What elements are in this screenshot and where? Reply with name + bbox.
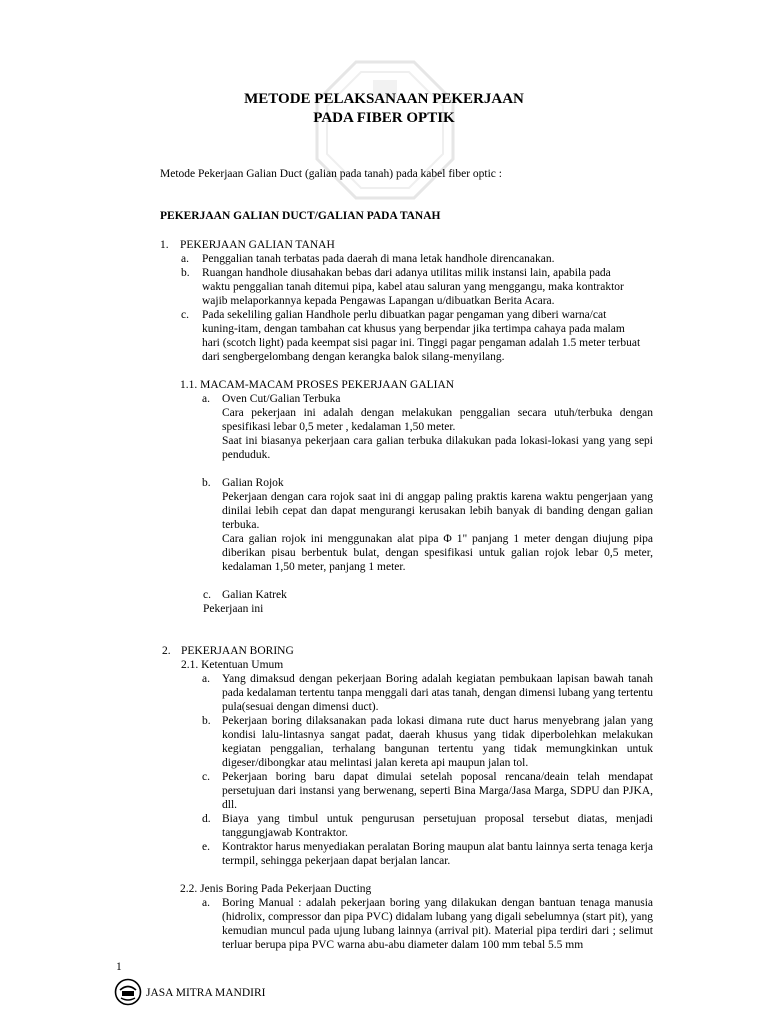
subsection-title: 2.2. Jenis Boring Pada Pekerjaan Ducting <box>180 883 372 895</box>
list-item-text: Kontraktor harus menyediakan peralatan Boring maupun alat bantu lainnya serta tenaga kerja termpil, sehingga pekerjaan dapat berjalan lancar. <box>222 841 653 867</box>
company-logo-icon <box>114 978 142 1006</box>
list-item-title: Galian Rojok <box>222 477 284 489</box>
page-number: 1 <box>116 961 122 973</box>
item-title: PEKERJAAN BORING <box>181 645 294 657</box>
page-title-line2: PADA FIBER OPTIK <box>313 110 455 126</box>
list-item-line: dari sengbergelombang dengan kerangka balok silang-menyilang. <box>202 351 505 363</box>
paragraph: Pekerjaan ini <box>203 603 264 615</box>
company-name: JASA MITRA MANDIRI <box>146 987 266 999</box>
list-letter: e. <box>202 841 210 853</box>
intro-text: Metode Pekerjaan Galian Duct (galian pada tanah) pada kabel fiber optic : <box>160 168 502 180</box>
list-item-line: waktu penggalian tanah ditemui pipa, kabel atau saluran yang menggangu, maka kontraktor <box>202 281 624 293</box>
section-heading: PEKERJAAN GALIAN DUCT/GALIAN PADA TANAH <box>160 210 441 222</box>
item-number: 1. <box>160 239 169 251</box>
subsection-title: 2.1. Ketentuan Umum <box>181 659 284 671</box>
list-item-text: Biaya yang timbul untuk pengurusan persetujuan proposal tersebut diatas, menjadi tanggungjawab Kontraktor. <box>222 813 653 839</box>
list-letter: b. <box>202 715 211 727</box>
list-letter: c. <box>202 771 210 783</box>
item-title: PEKERJAAN GALIAN TANAH <box>180 239 335 251</box>
paragraph: Cara galian rojok ini menggunakan alat pipa Φ 1" panjang 1 meter dengan diujung pipa diberikan pisau berbentuk bulat, dengan spesifikasi untuk galian rojok lebar 0,5 meter, kedalaman 1,50 meter, panjang 1 meter. <box>222 533 653 573</box>
paragraph: Cara pekerjaan ini adalah dengan melakukan penggalian secara utuh/terbuka dengan spesifikasi lebar 0,5 meter , kedalaman 1,50 meter. <box>222 407 653 433</box>
list-letter: a. <box>202 897 210 909</box>
list-item-title: Galian Katrek <box>222 589 287 601</box>
list-item-text: Penggalian tanah terbatas pada daerah di mana letak handhole direncanakan. <box>202 253 555 265</box>
subsection-title: 1.1. MACAM-MACAM PROSES PEKERJAAN GALIAN <box>180 379 455 391</box>
list-item-line: hari (scotch light) pada keempat sisi pagar ini. Tinggi pagar pengaman adalah 1.5 meter terbuat <box>202 337 641 349</box>
list-letter: c. <box>203 589 211 601</box>
paragraph: Pekerjaan dengan cara rojok saat ini di anggap paling praktis karena waktu pengerjaan yang dinilai lebih cepat dan dapat mengurangi kerusakan lebih banyak di banding dengan galian terbuka. <box>222 491 653 531</box>
list-letter: b. <box>181 267 190 279</box>
list-item-line: wajib melaporkannya kepada Pengawas Lapangan u/dibuatkan Berita Acara. <box>202 295 555 307</box>
list-item-line: Pada sekeliling galian Handhole perlu dibuatkan pagar pengaman yang diberi warna/cat <box>202 309 607 321</box>
list-item-text: Yang dimaksud dengan pekerjaan Boring adalah kegiatan pembukaan lapisan bawah tanah pada kedalaman tertentu tanpa menggali dari atas tanah, dengan dimensi lubang yang tertentu pula(sesuai dengan dimensi duct). <box>222 673 653 713</box>
list-letter: a. <box>202 673 210 685</box>
list-item-text: Pekerjaan boring dilaksanakan pada lokasi dimana rute duct harus menyebrang jalan yang kondisi lalu-lintasnya sangat padat, daerah khusus yang tidak diperbolehkan melakukan kegiatan penggalian, terhalang bangunan tertentu yang tidak memungkinkan untuk digeser/dibongkar atau melintasi jalan kereta api maupun jalan tol. <box>222 715 653 769</box>
paragraph: Saat ini biasanya pekerjaan cara galian terbuka dilakukan pada lokasi-lokasi yang yang sepi penduduk. <box>222 435 653 461</box>
list-letter: a. <box>181 253 189 265</box>
list-letter: c. <box>181 309 189 321</box>
list-item-line: Ruangan handhole diusahakan bebas dari adanya utilitas milik instansi lain, apabila pada <box>202 267 611 279</box>
page-title-line1: METODE PELAKSANAAN PEKERJAAN <box>244 91 524 107</box>
list-item-title: Oven Cut/Galian Terbuka <box>222 393 341 405</box>
list-item-text: Pekerjaan boring baru dapat dimulai setelah poposal rencana/deain telah mendapat persetujuan dari instansi yang berwenang, seperti Bina Marga/Jasa Marga, SDPU dan PJKA, dll. <box>222 771 653 811</box>
list-letter: b. <box>202 477 211 489</box>
list-letter: d. <box>202 813 211 825</box>
list-letter: a. <box>202 393 210 405</box>
item-number: 2. <box>162 645 171 657</box>
list-item-text: Boring Manual : adalah pekerjaan boring yang dilakukan dengan bantuan tenaga manusia (hidrolix, compressor dan pipa PVC) didalam lubang yang digali sebelumnya (start pit), yang kemudian muncul pada ujung lubang lainnya (arrival pit). Material pipa terdiri dari ; selimut terluar berupa pipa PVC warna abu-abu diameter dalam 100 mm tebal 5.5 mm <box>222 897 653 951</box>
list-item-line: kuning-itam, dengan tambahan cat khusus yang berpendar jika tertimpa cahaya pada malam <box>202 323 625 335</box>
